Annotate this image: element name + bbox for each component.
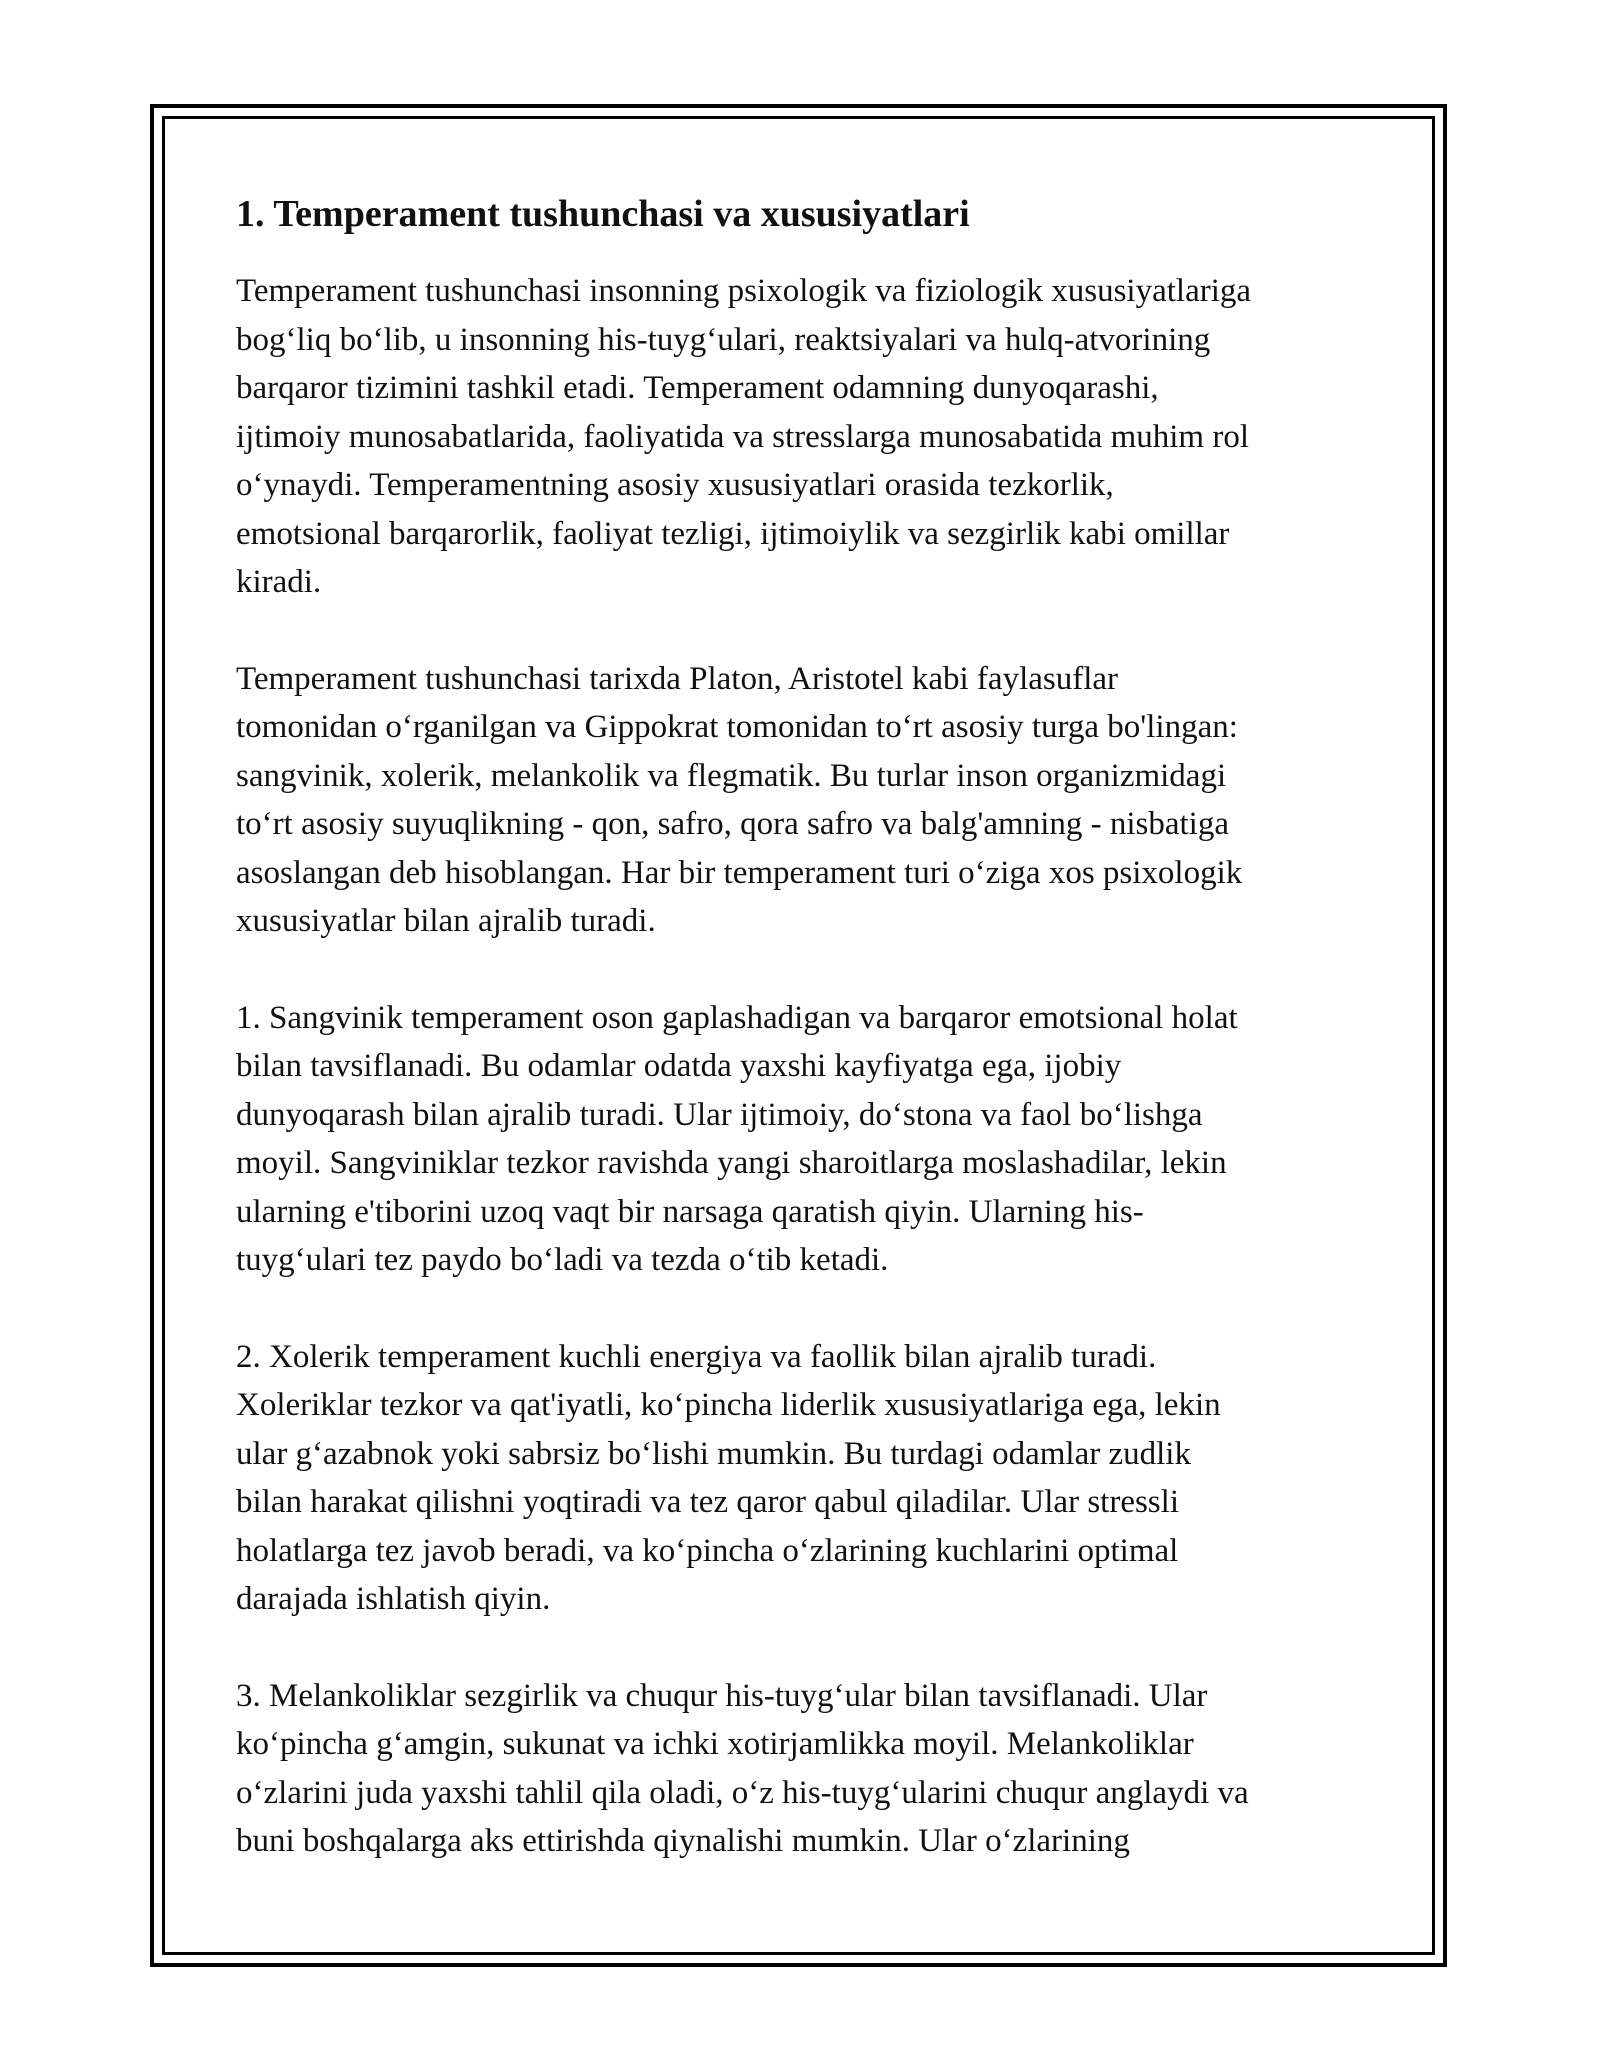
paragraph bbox=[236, 655, 1376, 946]
paragraph-line: tuyg‘ulari tez paydo bo‘ladi va tezda o‘tib ketadi. bbox=[236, 1242, 889, 1278]
paragraph-line: bilan harakat qilishni yoqtiradi va tez qaror qabul qiladilar. Ular stressli bbox=[236, 1484, 1179, 1520]
paragraphs-container bbox=[236, 267, 1376, 1866]
paragraph-line: Xoleriklar tezkor va qat'iyatli, ko‘pincha liderlik xususiyatlariga ega, lekin bbox=[236, 1387, 1221, 1423]
paragraph-line: 3. Melankoliklar sezgirlik va chuqur his-tuyg‘ular bilan tavsiflanadi. Ular bbox=[236, 1677, 1208, 1714]
paragraph-line: o‘zlarini juda yaxshi tahlil qila oladi, o‘z his-tuyg‘ularini chuqur anglaydi va bbox=[236, 1774, 1249, 1811]
section-heading: 1. Temperament tushunchasi va xususiyatlari bbox=[236, 193, 970, 235]
paragraph-line: holatlarga tez javob beradi, va ko‘pincha o‘zlarining kuchlarini optimal bbox=[236, 1532, 1179, 1569]
paragraph-line: barqaror tizimini tashkil etadi. Temperament odamning dunyoqarashi, bbox=[236, 370, 1159, 406]
paragraph-line: xususiyatlar bilan ajralib turadi. bbox=[236, 903, 656, 939]
paragraph-line: bog‘liq bo‘lib, u insonning his-tuyg‘ulari, reaktsiyalari va hulq-atvorining bbox=[236, 321, 1211, 358]
paragraph-line: buni boshqalarga aks ettirishda qiynalishi mumkin. Ular o‘zlarining bbox=[236, 1823, 1130, 1859]
paragraph bbox=[236, 1672, 1376, 1866]
paragraph-line: ularning e'tiborini uzoq vaqt bir narsaga qaratish qiyin. Ularning his- bbox=[236, 1193, 1144, 1230]
paragraph-line: bilan tavsiflanadi. Bu odamlar odatda yaxshi kayfiyatga ega, ijobiy bbox=[236, 1048, 1122, 1084]
paragraph bbox=[236, 1333, 1376, 1624]
paragraph-line: ular g‘azabnok yoki sabrsiz bo‘lishi mumkin. Bu turdagi odamlar zudlik bbox=[236, 1435, 1191, 1472]
paragraph-line: ko‘pincha g‘amgin, sukunat va ichki xotirjamlikka moyil. Melankoliklar bbox=[236, 1726, 1194, 1762]
paragraph-line: to‘rt asosiy suyuqlikning - qon, safro, qora safro va balg'amning - nisbatiga bbox=[236, 806, 1229, 842]
paragraph-line: ijtimoiy munosabatlarida, faoliyatida va stresslarga munosabatida muhim rol bbox=[236, 418, 1249, 455]
paragraph-line: sangvinik, xolerik, melankolik va flegmatik. Bu turlar inson organizmidagi bbox=[236, 757, 1227, 794]
paragraph-line: 2. Xolerik temperament kuchli energiya va faollik bilan ajralib turadi. bbox=[236, 1338, 1157, 1375]
paragraph-line: o‘ynaydi. Temperamentning asosiy xususiyatlari orasida tezkorlik, bbox=[236, 467, 1114, 503]
paragraph-line: emotsional barqarorlik, faoliyat tezligi, ijtimoiylik va sezgirlik kabi omillar bbox=[236, 515, 1230, 552]
paragraph-line: kiradi. bbox=[236, 564, 322, 600]
paragraph-line: Temperament tushunchasi insonning psixologik va fiziologik xususiyatlariga bbox=[236, 273, 1252, 309]
document-content bbox=[236, 190, 1376, 1914]
paragraph-line: asoslangan deb hisoblangan. Har bir temperament turi o‘ziga xos psixologik bbox=[236, 854, 1243, 891]
paragraph-line: moyil. Sangviniklar tezkor ravishda yangi sharoitlarga moslashadilar, lekin bbox=[236, 1145, 1227, 1181]
paragraph-line: 1. Sangvinik temperament oson gaplashadigan va barqaror emotsional holat bbox=[236, 999, 1238, 1036]
paragraph-line: Temperament tushunchasi tarixda Platon, Aristotel kabi faylasuflar bbox=[236, 660, 1119, 697]
paragraph-line: dunyoqarash bilan ajralib turadi. Ular ijtimoiy, do‘stona va faol bo‘lishga bbox=[236, 1096, 1203, 1133]
paragraph bbox=[236, 267, 1376, 607]
paragraph-line: darajada ishlatish qiyin. bbox=[236, 1581, 551, 1617]
paragraph bbox=[236, 994, 1376, 1285]
paragraph-line: tomonidan o‘rganilgan va Gippokrat tomonidan to‘rt asosiy turga bo'lingan: bbox=[236, 709, 1238, 745]
